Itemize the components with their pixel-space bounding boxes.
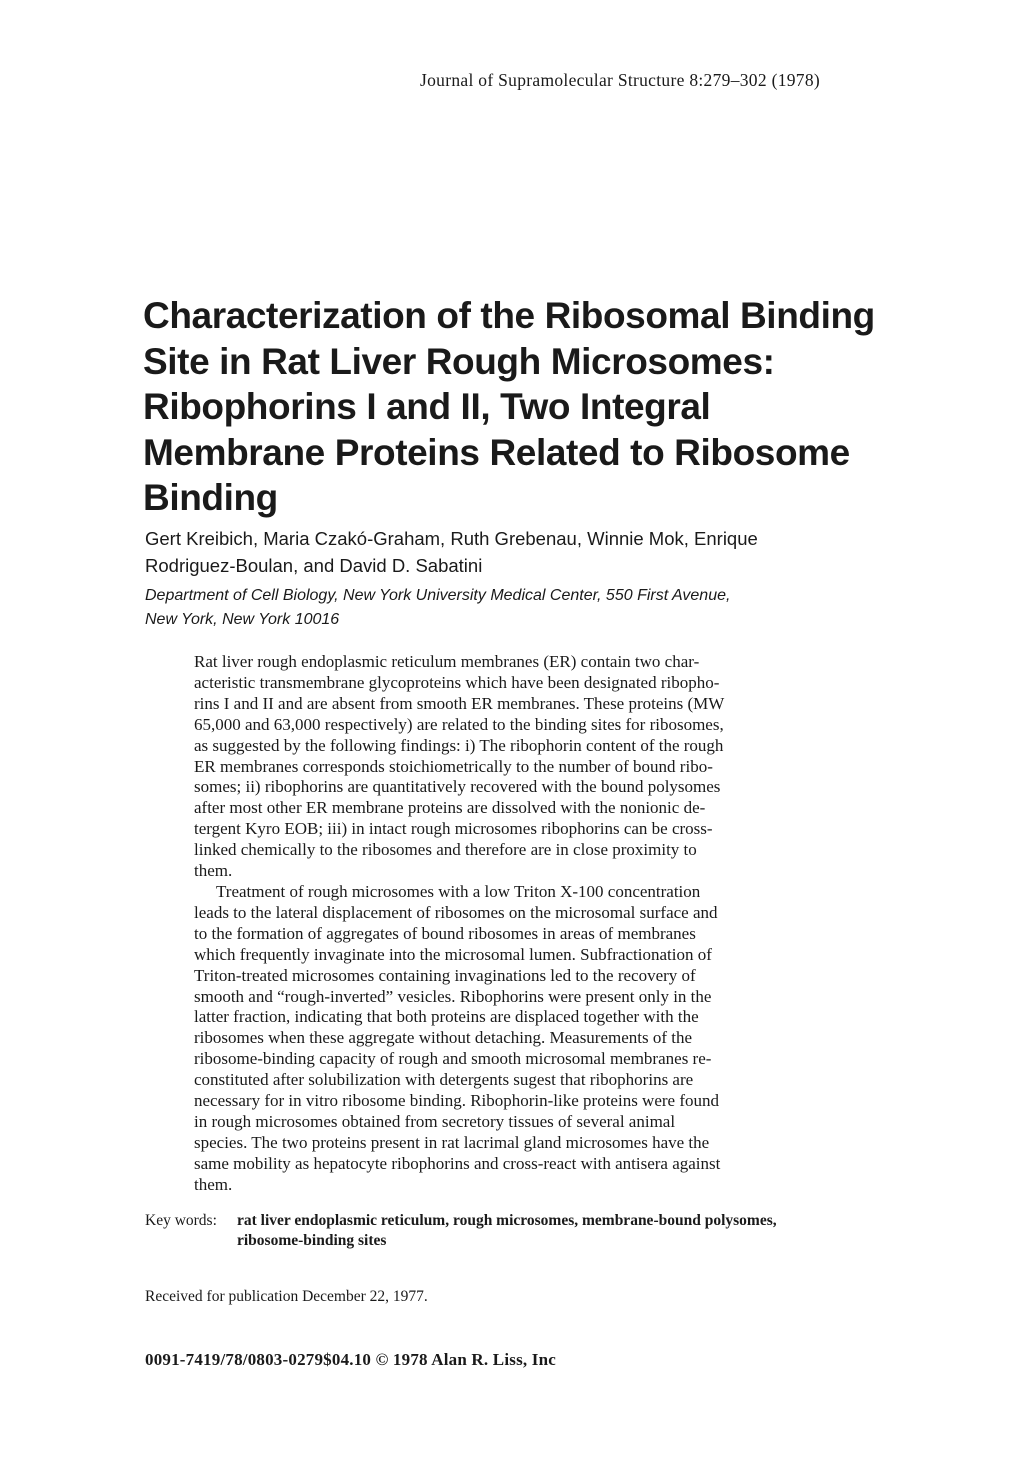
abstract-line: smooth and “rough-inverted” vesicles. Ribophorins were present only in the (194, 986, 712, 1006)
title-line: Ribophorins I and II, Two Integral (143, 386, 711, 427)
title-line: Membrane Proteins Related to Ribosome (143, 431, 850, 473)
author-line: Rodriguez-Boulan, and David D. Sabatini (145, 555, 483, 576)
abstract-line: latter fraction, indicating that both proteins are displaced together with the (194, 1007, 699, 1027)
author-line: Gert Kreibich, Maria Czakó-Graham, Ruth Grebenau, Winnie Mok, Enrique (145, 528, 758, 549)
author-list (145, 525, 905, 579)
keywords-terms-continued: ribosome-binding sites (237, 1232, 387, 1249)
abstract-line: Treatment of rough microsomes with a low Triton X-100 concentration (216, 881, 701, 901)
abstract (194, 652, 854, 1196)
abstract-line: same mobility as hepatocyte ribophorins and cross-react with antisera against (194, 1153, 721, 1173)
abstract-line: them. (194, 861, 233, 881)
abstract-line: species. The two proteins present in rat lacrimal gland microsomes have the (194, 1132, 710, 1152)
keywords (145, 1211, 905, 1251)
affiliation-line: Department of Cell Biology, New York University Medical Center, 550 First Avenue, (145, 587, 731, 604)
abstract-line: as suggested by the following findings: i) The ribophorin content of the rough (194, 735, 724, 755)
keywords-terms: rat liver endoplasmic reticulum, rough microsomes, membrane-bound polysomes, (237, 1212, 777, 1229)
abstract-line: to the formation of aggregates of bound ribosomes in areas of membranes (194, 923, 696, 943)
received-date: Received for publication December 22, 1977. (145, 1288, 428, 1305)
abstract-line: ER membranes corresponds stoichiometrically to the number of bound ribo- (194, 756, 713, 776)
keywords-row (145, 1211, 905, 1231)
title-line: Characterization of the Ribosomal Binding (143, 295, 875, 336)
abstract-line: tergent Kyro EOB; iii) in intact rough microsomes ribophorins can be cross- (194, 819, 713, 839)
title-line: Binding (143, 477, 278, 518)
abstract-line: somes; ii) ribophorins are quantitatively recovered with the bound polysomes (194, 777, 721, 797)
copyright-line: 0091-7419/78/0803-0279$04.10 © 1978 Alan R. Liss, Inc (145, 1350, 557, 1369)
abstract-line: Triton-treated microsomes containing invaginations led to the recovery of (194, 965, 696, 985)
abstract-line: necessary for in vitro ribosome binding. Ribophorin-like proteins were found (194, 1091, 719, 1111)
abstract-line: constituted after solubilization with detergents sugest that ribophorins are (194, 1070, 694, 1090)
abstract-line: linked chemically to the ribosomes and therefore are in close proximity to (194, 840, 697, 860)
abstract-line: leads to the lateral displacement of ribosomes on the microsomal surface and (194, 902, 718, 922)
keywords-label: Key words: (145, 1212, 217, 1229)
journal-header: Journal of Supramolecular Structure 8:279–302 (1978) (420, 70, 821, 90)
abstract-line: after most other ER membrane proteins are dissolved with the nonionic de- (194, 798, 706, 818)
affiliation (145, 584, 905, 632)
abstract-line: acteristic transmembrane glycoproteins which have been designated ribopho- (194, 672, 720, 692)
abstract-line: which frequently invaginate into the microsomal lumen. Subfractionation of (194, 944, 712, 964)
abstract-line: Rat liver rough endoplasmic reticulum membranes (ER) contain two char- (194, 652, 700, 671)
abstract-line: ribosome-binding capacity of rough and smooth microsomal membranes re- (194, 1049, 712, 1069)
affiliation-line: New York, New York 10016 (145, 611, 340, 628)
abstract-line: rins I and II and are absent from smooth ER membranes. These proteins (MW (194, 693, 725, 713)
abstract-line: in rough microsomes obtained from secretory tissues of several animal (194, 1111, 676, 1131)
title-line: Site in Rat Liver Rough Microsomes: (143, 340, 775, 382)
article-title (143, 293, 903, 521)
abstract-line: ribosomes when these aggregate without detaching. Measurements of the (194, 1028, 693, 1048)
abstract-line: them. (194, 1174, 233, 1194)
abstract-line: 65,000 and 63,000 respectively) are related to the binding sites for ribosomes, (194, 714, 724, 734)
